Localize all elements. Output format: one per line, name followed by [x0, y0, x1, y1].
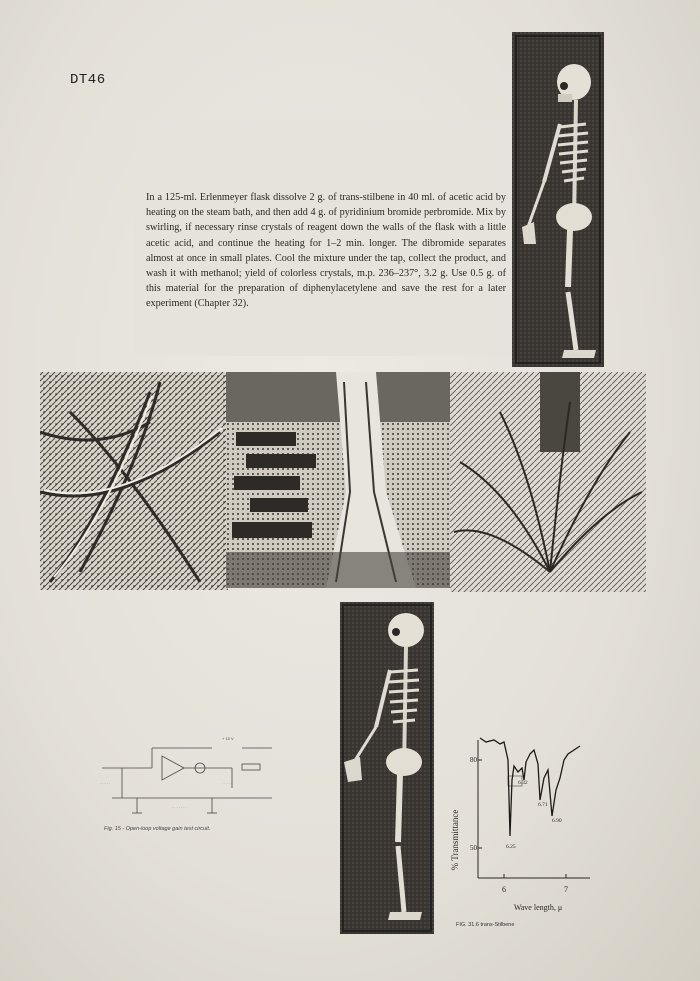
skeleton-photo-bottom — [340, 602, 434, 934]
svg-text:. . . . . . .: . . . . . . . — [172, 804, 187, 809]
ir-xlabel: Wave length, μ — [513, 903, 563, 912]
tree-roots-photo — [40, 372, 228, 590]
ruins-icon — [226, 372, 450, 588]
skeleton-photo-top — [512, 32, 604, 367]
roots-icon — [40, 372, 228, 590]
page-label: DT46 — [70, 72, 106, 88]
ir-peak-label: 6.25 — [506, 844, 516, 850]
svg-text:. . . . .: . . . . . — [100, 780, 111, 785]
circuit-caption: Fig. 15 - Open-loop voltage gain test circuit. — [104, 826, 211, 832]
ir-ytick-80: 80 — [470, 756, 477, 764]
skeleton-icon — [512, 32, 604, 367]
shrub-icon — [450, 372, 646, 592]
ir-peak-label: 6.90 — [552, 818, 562, 824]
ir-ylabel: % Transmittance — [450, 809, 460, 871]
procedure-paragraph: In a 125-ml. Erlenmeyer flask dissolve 2 g. of trans-stilbene in 40 ml. of acetic acid by heating on the steam bath, and then add 4 g. of pyridinium bromide perbromide. Mix by swirling, if necessary rinse crystals of reagent down the walls of the flask with a little acetic acid, and continue the heating for 1–2 min. longer. The dibromide separates almost at once in small plates. Cool the mixture under the tap, collect the product, and wash it with methanol; yield of colorless crystals, m.p. 236–237°, 3.2 g. Use 0.5 g. of this material for the preparation of diphenylacetylene and save the rest for a later experiment (Chapter 32). — [146, 192, 506, 310]
ir-ytick-50: 50 — [470, 844, 477, 852]
text-clipping — [134, 120, 514, 356]
skeleton-icon — [340, 602, 434, 934]
shrub-photo — [450, 372, 646, 592]
ir-xtick-6: 6 — [502, 885, 506, 894]
ir-peak-label: 6.32 — [518, 780, 528, 786]
ir-spectrum-chart — [440, 720, 620, 940]
ir-caption: FIG. 31.6 trans-Stilbene — [456, 922, 515, 928]
circuit-schematic-icon — [92, 728, 282, 838]
ir-spectrum-line — [480, 738, 580, 836]
ir-spectrum-figure — [440, 720, 620, 940]
ir-xtick-7: 7 — [564, 885, 568, 894]
ir-peak-label: 6.71 — [538, 802, 548, 808]
svg-text:. . . . .: . . . . . — [222, 780, 233, 785]
ruins-tree-photo — [226, 372, 450, 588]
svg-text:+ 15 V: + 15 V — [222, 736, 234, 741]
circuit-diagram — [92, 728, 282, 838]
